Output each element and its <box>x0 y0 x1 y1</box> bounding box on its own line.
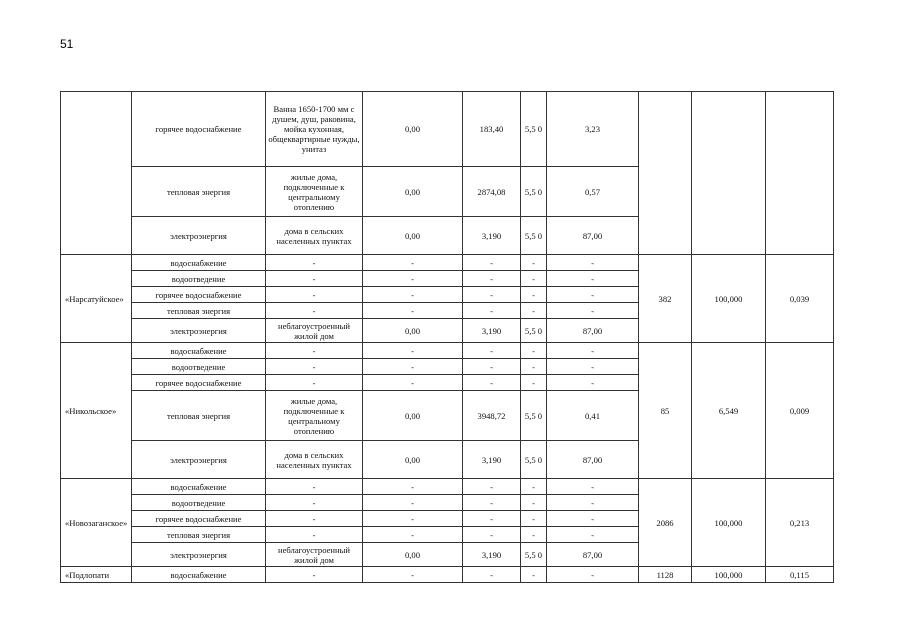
service-cell: водоотведение <box>132 359 266 375</box>
service-cell: тепловая энергия <box>132 527 266 543</box>
service-cell: тепловая энергия <box>132 167 266 217</box>
table-row <box>61 567 834 583</box>
coefficient-cell: 5,5 0 <box>521 92 547 167</box>
service-cell: тепловая энергия <box>132 391 266 441</box>
value-cell: 3,190 <box>463 217 521 255</box>
value-cell: 3,190 <box>463 319 521 343</box>
share-cell: 0,213 <box>766 479 834 567</box>
object-cell: - <box>266 287 363 303</box>
percent-cell: 100,000 <box>692 567 766 583</box>
value-cell: 0,00 <box>363 92 463 167</box>
value-cell: - <box>463 287 521 303</box>
settlement-name-cell: «Новозаганское» <box>61 479 132 567</box>
coefficient-cell: - <box>521 343 547 359</box>
service-cell: водоотведение <box>132 271 266 287</box>
object-cell: жилые дома, подключенные к центральному отоплению <box>266 167 363 217</box>
table-row <box>61 92 834 167</box>
object-cell: неблагоустроенный жилой дом <box>266 543 363 567</box>
service-cell: электроэнергия <box>132 319 266 343</box>
coefficient-cell: 5,5 0 <box>521 391 547 441</box>
settlement-name-cell: «Нарсатуйское» <box>61 255 132 343</box>
coefficient-cell: - <box>521 375 547 391</box>
value-cell: 0,57 <box>547 167 639 217</box>
value-cell: 87,00 <box>547 441 639 479</box>
coefficient-cell: 5,5 0 <box>521 217 547 255</box>
object-cell: - <box>266 511 363 527</box>
object-cell: - <box>266 495 363 511</box>
service-cell: электроэнергия <box>132 217 266 255</box>
service-cell: водоснабжение <box>132 343 266 359</box>
value-cell: - <box>463 255 521 271</box>
value-cell: - <box>463 303 521 319</box>
coefficient-cell: - <box>521 359 547 375</box>
value-cell: 0,00 <box>363 319 463 343</box>
value-cell: - <box>363 527 463 543</box>
coefficient-cell: - <box>521 303 547 319</box>
service-cell: тепловая энергия <box>132 303 266 319</box>
share-cell: 0,039 <box>766 255 834 343</box>
page-number: 51 <box>60 37 74 51</box>
tariff-table <box>60 91 834 583</box>
value-cell: 0,00 <box>363 543 463 567</box>
value-cell: - <box>463 495 521 511</box>
service-cell: водоотведение <box>132 495 266 511</box>
coefficient-cell: - <box>521 495 547 511</box>
object-cell: - <box>266 343 363 359</box>
percent-cell: 6,549 <box>692 343 766 479</box>
value-cell: 0,00 <box>363 391 463 441</box>
percent-cell <box>692 92 766 255</box>
object-cell: жилые дома, подключенные к центральному отоплению <box>266 391 363 441</box>
object-cell: - <box>266 271 363 287</box>
settlement-name-cell: «Никольское» <box>61 343 132 479</box>
service-cell: горячее водоснабжение <box>132 375 266 391</box>
value-cell: - <box>547 255 639 271</box>
object-cell: - <box>266 567 363 583</box>
total-cell: 85 <box>639 343 692 479</box>
value-cell: 2874,08 <box>463 167 521 217</box>
value-cell: - <box>363 479 463 495</box>
value-cell: - <box>547 479 639 495</box>
value-cell: - <box>363 287 463 303</box>
value-cell: - <box>463 527 521 543</box>
value-cell: 0,41 <box>547 391 639 441</box>
value-cell: - <box>547 303 639 319</box>
object-cell: неблагоустроенный жилой дом <box>266 319 363 343</box>
percent-cell: 100,000 <box>692 479 766 567</box>
value-cell: - <box>463 479 521 495</box>
total-cell: 382 <box>639 255 692 343</box>
value-cell: 0,00 <box>363 441 463 479</box>
value-cell: 0,00 <box>363 217 463 255</box>
value-cell: - <box>547 495 639 511</box>
object-cell: - <box>266 303 363 319</box>
coefficient-cell: 5,5 0 <box>521 319 547 343</box>
value-cell: - <box>463 271 521 287</box>
coefficient-cell: - <box>521 271 547 287</box>
total-cell <box>639 92 692 255</box>
coefficient-cell: - <box>521 527 547 543</box>
value-cell: - <box>463 567 521 583</box>
coefficient-cell: 5,5 0 <box>521 543 547 567</box>
coefficient-cell: 5,5 0 <box>521 167 547 217</box>
object-cell: - <box>266 527 363 543</box>
value-cell: - <box>547 527 639 543</box>
value-cell: 87,00 <box>547 319 639 343</box>
coefficient-cell: - <box>521 287 547 303</box>
value-cell: - <box>363 567 463 583</box>
coefficient-cell: - <box>521 255 547 271</box>
object-cell: Ванна 1650-1700 мм с душем, душ, раковина, мойка кухонная, общеквартирные нужды, унитаз <box>266 92 363 167</box>
value-cell: - <box>547 287 639 303</box>
total-cell: 1128 <box>639 567 692 583</box>
coefficient-cell: - <box>521 511 547 527</box>
share-cell: 0,009 <box>766 343 834 479</box>
object-cell: дома в сельских населенных пунктах <box>266 441 363 479</box>
coefficient-cell: - <box>521 479 547 495</box>
service-cell: горячее водоснабжение <box>132 92 266 167</box>
share-cell: 0,115 <box>766 567 834 583</box>
object-cell: - <box>266 359 363 375</box>
settlement-name-cell: «Подлопати <box>61 567 132 583</box>
value-cell: 3,190 <box>463 543 521 567</box>
value-cell: - <box>547 511 639 527</box>
object-cell: - <box>266 375 363 391</box>
share-cell <box>766 92 834 255</box>
service-cell: водоснабжение <box>132 567 266 583</box>
service-cell: водоснабжение <box>132 255 266 271</box>
value-cell: - <box>547 359 639 375</box>
value-cell: 3948,72 <box>463 391 521 441</box>
service-cell: электроэнергия <box>132 441 266 479</box>
value-cell: - <box>547 343 639 359</box>
service-cell: водоснабжение <box>132 479 266 495</box>
value-cell: 3,190 <box>463 441 521 479</box>
value-cell: - <box>363 495 463 511</box>
service-cell: электроэнергия <box>132 543 266 567</box>
value-cell: - <box>363 271 463 287</box>
value-cell: - <box>547 567 639 583</box>
value-cell: - <box>363 255 463 271</box>
value-cell: - <box>363 303 463 319</box>
value-cell: 0,00 <box>363 167 463 217</box>
object-cell: - <box>266 479 363 495</box>
service-cell: горячее водоснабжение <box>132 511 266 527</box>
service-cell: горячее водоснабжение <box>132 287 266 303</box>
table-row <box>61 255 834 271</box>
value-cell: - <box>547 375 639 391</box>
table-row <box>61 343 834 359</box>
table-row <box>61 479 834 495</box>
value-cell: - <box>363 375 463 391</box>
value-cell: - <box>363 359 463 375</box>
value-cell: 183,40 <box>463 92 521 167</box>
settlement-name-cell <box>61 92 132 255</box>
value-cell: - <box>463 359 521 375</box>
percent-cell: 100,000 <box>692 255 766 343</box>
object-cell: дома в сельских населенных пунктах <box>266 217 363 255</box>
value-cell: - <box>463 343 521 359</box>
value-cell: - <box>363 511 463 527</box>
coefficient-cell: - <box>521 567 547 583</box>
value-cell: - <box>463 375 521 391</box>
total-cell: 2086 <box>639 479 692 567</box>
value-cell: 87,00 <box>547 543 639 567</box>
object-cell: - <box>266 255 363 271</box>
value-cell: - <box>363 343 463 359</box>
value-cell: - <box>463 511 521 527</box>
value-cell: 87,00 <box>547 217 639 255</box>
coefficient-cell: 5,5 0 <box>521 441 547 479</box>
value-cell: - <box>547 271 639 287</box>
value-cell: 3,23 <box>547 92 639 167</box>
